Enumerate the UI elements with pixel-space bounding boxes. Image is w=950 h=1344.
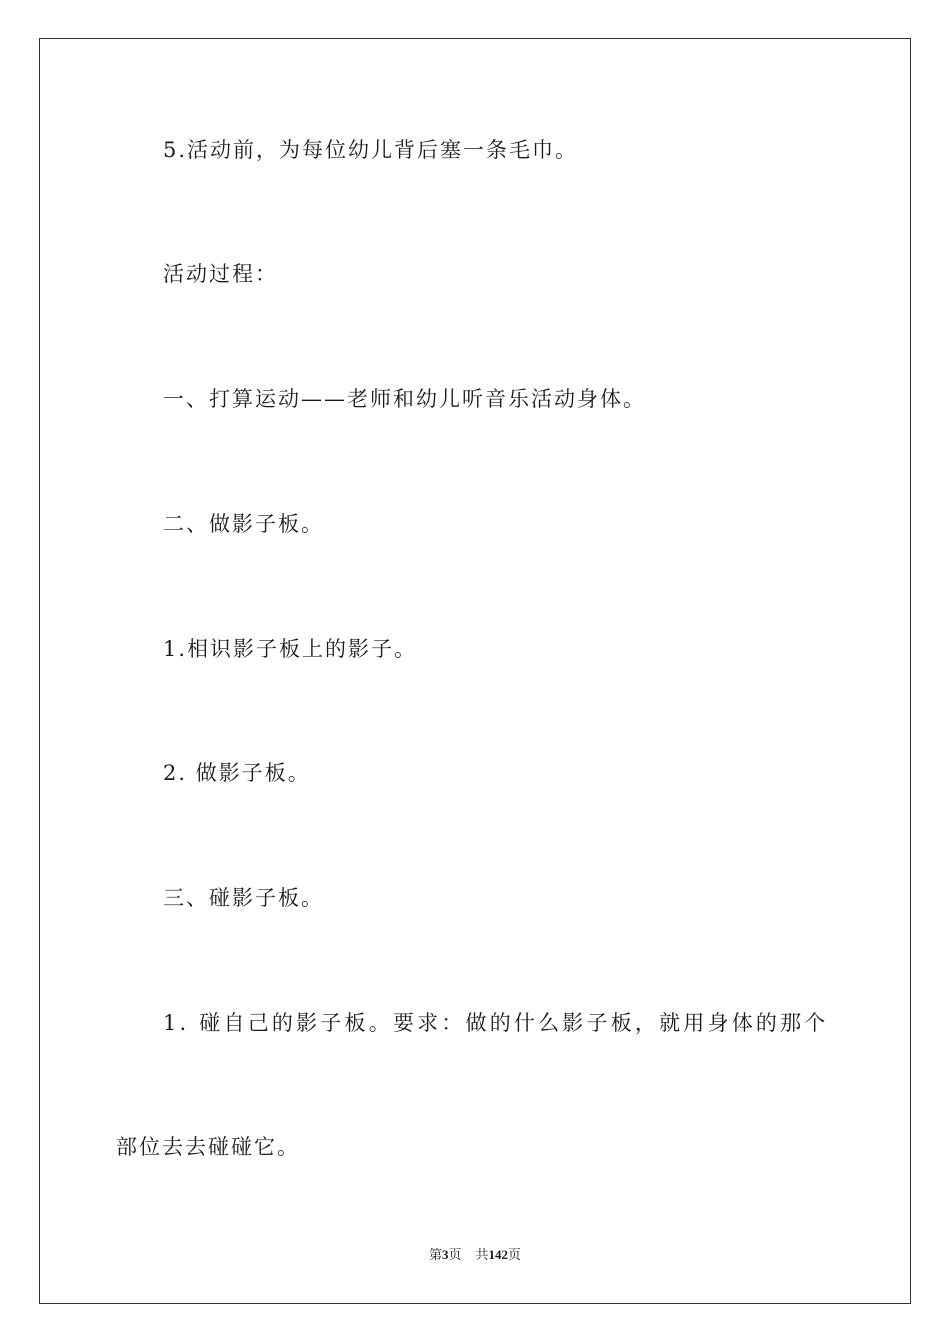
paragraph-step-three-touch: 三、碰影子板。	[163, 886, 324, 910]
paragraph-process-heading: 活动过程：	[163, 262, 278, 286]
page-border	[39, 38, 911, 1304]
paragraph-substep-touch-continued: 部位去去碰碰它。	[116, 1135, 300, 1159]
page-footer	[0, 1246, 950, 1265]
paragraph-substep-make: 2. 做影子板。	[163, 761, 311, 785]
footer-page-number: 3	[441, 1247, 449, 1262]
paragraph-prep-towel: 5.活动前，为每位幼儿背后塞一条毛巾。	[163, 138, 579, 162]
paragraph-step-one-warmup: 一、打算运动——老师和幼儿听音乐活动身体。	[163, 387, 646, 411]
footer-total-suffix: 页	[508, 1248, 522, 1263]
paragraph-step-two-make-board: 二、做影子板。	[163, 512, 324, 536]
paragraph-substep-recognize: 1.相识影子板上的影子。	[163, 637, 418, 661]
footer-total-number: 142	[488, 1247, 509, 1262]
paragraph-substep-touch-own: 1. 碰自己的影子板。要求：做的什么影子板，就用身体的那个	[163, 1011, 829, 1035]
footer-page-suffix: 页	[448, 1248, 462, 1263]
footer-page-prefix: 第	[428, 1248, 442, 1263]
footer-total-prefix: 共	[475, 1248, 489, 1263]
